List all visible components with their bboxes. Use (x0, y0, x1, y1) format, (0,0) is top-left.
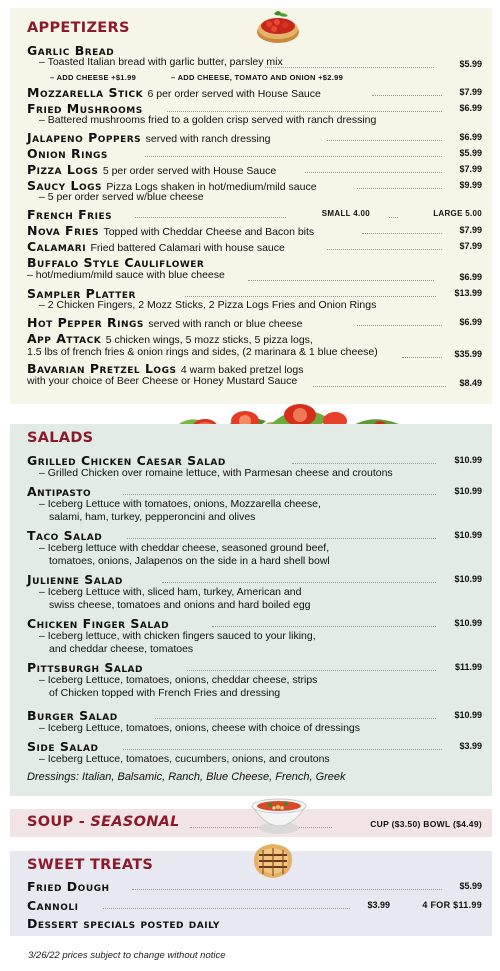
item-inline-desc: served with ranch or blue cheese (148, 318, 303, 330)
footer-note: 3/26/22 prices subject to change without notice (28, 950, 226, 961)
item-desc: – Iceberg Lettuce with tomatoes, onions, Mozzarella cheese, (39, 498, 321, 510)
soup-title (27, 814, 180, 830)
item-desc: with your choice of Beer Cheese or Honey Mustard Sauce (27, 375, 298, 387)
item-price: $13.99 (454, 288, 482, 298)
item-price: $7.99 (459, 87, 482, 97)
item-price: $7.99 (459, 241, 482, 251)
item-price: $6.99 (459, 132, 482, 142)
item-price: $8.49 (459, 378, 482, 388)
addon-cheese: – ADD CHEESE +$1.99 (50, 73, 137, 82)
cannoli-single-price: $3.99 (367, 900, 390, 910)
item-price: $10.99 (454, 574, 482, 584)
menu-item-burger-salad (27, 707, 482, 723)
menu-item-mozzarella-stick (27, 84, 482, 100)
cannoli-four-price: 4 FOR $11.99 (422, 900, 482, 910)
item-price: $5.99 (459, 148, 482, 158)
menu-item-hot-pepper-rings (27, 314, 482, 330)
menu-item-buffalo-cauliflower (27, 254, 482, 270)
item-desc: – Grilled Chicken over romaine lettuce, with Parmesan cheese and croutons (39, 467, 393, 479)
menu-item-chicken-finger-salad (27, 615, 482, 631)
item-name: Taco Salad (27, 528, 103, 543)
item-price: $9.99 (459, 180, 482, 190)
item-inline-desc: Fried battered Calamari with house sauce (90, 242, 285, 254)
soup-title-label: SOUP - (27, 814, 91, 830)
item-desc: – 5 per order served w/blue cheese (39, 191, 204, 203)
item-price: $3.99 (459, 741, 482, 751)
item-inline-desc: 4 warm baked pretzel logs (180, 364, 304, 376)
item-price: $10.99 (454, 710, 482, 720)
item-price: $10.99 (454, 455, 482, 465)
menu-item-pizza-logs (27, 161, 482, 177)
item-price: $35.99 (454, 349, 482, 359)
item-name: Calamari (27, 239, 87, 254)
menu-item-bavarian-pretzel-logs (27, 360, 482, 376)
item-name: Sampler Platter (27, 286, 136, 301)
appetizers-title: APPETIZERS (27, 20, 130, 36)
item-name: App Attack (27, 331, 102, 346)
appetizers-section (10, 8, 492, 404)
item-desc: – Battered mushrooms fried to a golden crisp served with ranch dressing (39, 114, 377, 126)
item-price: $7.99 (459, 225, 482, 235)
item-name: Fried Dough (27, 879, 110, 894)
item-desc: – Iceberg lettuce with cheddar cheese, seasoned ground beef, (39, 542, 330, 554)
item-name: Mozzarella Stick (27, 85, 144, 100)
item-desc: – Toasted Italian bread with garlic butter, parsley mix (39, 56, 283, 68)
item-price: $7.99 (459, 164, 482, 174)
bruschetta-icon (254, 6, 302, 46)
item-name: Burger Salad (27, 708, 118, 723)
item-name: Julienne Salad (27, 572, 123, 587)
item-inline-desc: Pizza Logs shaken in hot/medium/mild sauce (106, 181, 317, 193)
menu-item-pittsburgh-salad (27, 659, 482, 675)
item-inline-desc: 5 per order served with House Sauce (102, 165, 277, 177)
item-price: $11.99 (454, 662, 482, 672)
dressings-note: Dressings: Italian, Balsamic, Ranch, Blue Cheese, French, Greek (27, 771, 346, 783)
soup-title-seasonal: SEASONAL (90, 814, 180, 830)
menu-item-calamari (27, 238, 482, 254)
item-desc: tomatoes, onions, Jalapenos on the side in a hard shell bowl (49, 555, 330, 567)
item-price: $6.99 (459, 317, 482, 327)
item-price: $5.99 (459, 59, 482, 69)
item-desc: – Iceberg lettuce, with chicken fingers sauced to your liking, (39, 630, 316, 642)
sweet-treats-title: SWEET TREATS (27, 857, 154, 873)
menu-item-taco-salad (27, 527, 482, 543)
menu-item-cannoli (27, 897, 482, 913)
item-inline-desc: 6 per order served with House Sauce (147, 88, 321, 100)
menu-item-onion-rings (27, 145, 482, 161)
fried-dough-icon (250, 838, 296, 882)
menu-item-julienne-salad (27, 571, 482, 587)
item-name: Bavarian Pretzel Logs (27, 361, 177, 376)
item-name: French Fries (27, 207, 113, 222)
item-desc: – Iceberg Lettuce, tomatoes, cucumbers, onions, and croutons (39, 753, 330, 765)
item-name: Grilled Chicken Caesar Salad (27, 453, 226, 468)
item-name: Side Salad (27, 739, 99, 754)
salads-title: SALADS (27, 430, 94, 446)
item-desc: – 2 Chicken Fingers, 2 Mozz Sticks, 2 Pizza Logs Fries and Onion Rings (39, 299, 377, 311)
dessert-specials-note (27, 915, 482, 931)
item-price: $6.99 (459, 103, 482, 113)
item-name: Saucy Logs (27, 178, 102, 193)
item-inline-desc: 5 chicken wings, 5 mozz sticks, 5 pizza logs, (105, 334, 313, 346)
item-name: Hot Pepper Rings (27, 315, 144, 330)
item-name: Antipasto (27, 484, 92, 499)
menu-item-jalapeno-poppers (27, 129, 482, 145)
item-name: Fried Mushrooms (27, 101, 143, 116)
item-name: Cannoli (27, 898, 79, 913)
item-desc: swiss cheese, tomatoes and onions and hard boiled egg (49, 599, 311, 611)
item-desc: of Chicken topped with French Fries and dressing (49, 687, 281, 699)
menu-item-side-salad (27, 738, 482, 754)
item-desc: – Iceberg Lettuce with, sliced ham, turkey, American and (39, 586, 302, 598)
soup-price: CUP ($3.50) BOWL ($4.49) (370, 819, 482, 829)
item-name: Pittsburgh Salad (27, 660, 143, 675)
menu-item-french-fries (27, 206, 482, 222)
item-name: Chicken Finger Salad (27, 616, 170, 631)
item-name: Jalapeno Poppers (27, 130, 142, 145)
item-price: $10.99 (454, 618, 482, 628)
item-inline-desc: Topped with Cheddar Cheese and Bacon bits (103, 226, 315, 238)
fries-large-price: LARGE 5.00 (433, 209, 482, 218)
item-name: Dessert specials posted daily (27, 916, 220, 931)
item-name: Nova Fries (27, 223, 99, 238)
item-desc: salami, ham, turkey, pepperoncini and olives (49, 511, 256, 523)
menu-item-nova-fries (27, 222, 482, 238)
item-desc: – Iceberg Lettuce, tomatoes, onions, cheddar cheese, strips (39, 674, 318, 686)
item-price: $10.99 (454, 530, 482, 540)
item-name: Buffalo Style Cauliflower (27, 255, 205, 270)
menu-item-antipasto (27, 483, 482, 499)
item-price: $6.99 (459, 272, 482, 282)
soup-bowl-icon (248, 790, 310, 838)
fries-small-price: SMALL 4.00 (321, 209, 370, 218)
menu-item-caesar-salad (27, 452, 482, 468)
menu-item-app-attack (27, 330, 482, 346)
item-price: $5.99 (459, 881, 482, 891)
item-name: Pizza Logs (27, 162, 99, 177)
item-desc: – hot/medium/mild sauce with blue cheese (27, 269, 225, 281)
addon-cheese-tomato-onion: – ADD CHEESE, TOMATO AND ONION +$2.99 (171, 73, 344, 82)
item-name: Garlic Bread (27, 43, 115, 58)
item-name: Onion Rings (27, 146, 108, 161)
item-inline-desc: served with ranch dressing (145, 133, 271, 145)
item-desc: – Iceberg Lettuce, tomatoes, onions, cheese with choice of dressings (39, 722, 361, 734)
item-price: $10.99 (454, 486, 482, 496)
item-desc: and cheddar cheese, tomatoes (49, 643, 194, 655)
salads-section (10, 424, 492, 796)
item-desc: 1.5 lbs of french fries & onion rings and sides, (2 marinara & 1 blue cheese) (27, 346, 378, 358)
